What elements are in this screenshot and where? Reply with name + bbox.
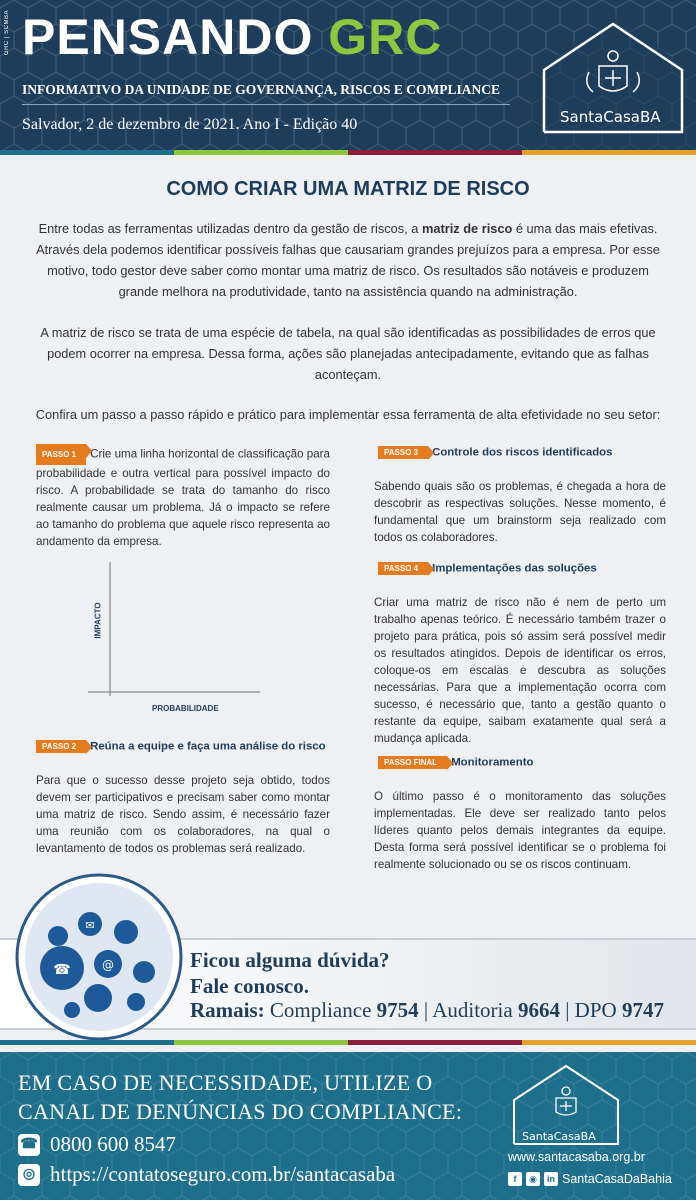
step-2-badge: PASSO 2 <box>36 740 86 753</box>
step-4-title: Implementações das soluções <box>432 562 597 575</box>
definition-paragraph: A matriz de risco se trata de uma espécie de tabela, na qual são identificadas as possibilidades de erros que podem ocorrer na empresa. Dessa forma, ações são planejadas antecipadamente, evitando que as falhas aconteçam. <box>40 325 656 382</box>
step-final-text: O último passo é o monitoramento das soluções implementadas. Ele deve ser realizado tanto pelos líderes quanto pelos demais integrantes da equipe. Desta forma será possível identificar se o problema foi realmente solucionado ou se os riscos continuam. <box>374 790 666 871</box>
side-tag: GRC | SCMBA <box>4 10 10 56</box>
step-1-text: Crie uma linha horizontal de classificação para probabilidade e outra vertical para possível impacto do risco. A probabilidade se trata do tamanho do risco realmente causar um problema. Já o impacto se refere ao tamanho do problema que aquele risco representa ao andamento da empresa. <box>36 447 330 548</box>
chart-x-label: PROBABILIDADE <box>152 704 219 713</box>
steps-intro: Confira um passo a passo rápido e prático para implementar essa ferramenta de alta efetividade no seu setor: <box>35 407 661 422</box>
color-stripe <box>348 150 522 155</box>
step-final-heading <box>378 756 533 769</box>
whistleblower-heading-line1: EM CASO DE NECESSIDADE, UTILIZE O <box>18 1070 433 1095</box>
separator: | <box>565 998 570 1022</box>
compliance-label: Compliance <box>269 998 372 1022</box>
intro-paragraph <box>30 218 666 302</box>
color-stripe <box>0 150 174 155</box>
phone-icon <box>114 920 138 944</box>
communication-icons-illustration <box>14 872 184 1042</box>
contact-cta: Fale conosco. <box>190 974 309 998</box>
separator: | <box>423 998 429 1022</box>
chart-y-label: IMPACTO <box>93 602 103 639</box>
step-final-title: Monitoramento <box>451 756 534 769</box>
intro-bold: matriz de risco <box>421 221 513 236</box>
step-2-title: Reúna a equipe e faça uma análise do risco <box>90 740 326 753</box>
facebook-icon[interactable]: f <box>508 1172 522 1186</box>
color-stripe <box>174 150 348 155</box>
svg-text:@: @ <box>102 958 114 972</box>
website-link[interactable]: www.santacasaba.org.br <box>508 1150 645 1164</box>
step-3-text: Sabendo quais são os problemas, é chegada a hora de descobrir as respectivas soluções. Nesse momento, é fundamental que um brainstorm seja realizado com todos os colaboradores. <box>374 480 666 544</box>
step-final-badge: PASSO FINAL <box>378 756 447 769</box>
mobile-icon <box>127 993 145 1011</box>
contact-question: Ficou alguma dúvida? <box>190 948 390 972</box>
dpo-label: DPO <box>574 998 617 1022</box>
svg-text:☎: ☎ <box>53 962 71 978</box>
step-1 <box>36 444 330 550</box>
title-main: PENSANDO <box>22 9 314 65</box>
masthead <box>0 0 696 150</box>
newsletter-subtitle: INFORMATIVO DA UNIDADE DE GOVERNANÇA, RISCOS E COMPLIANCE <box>22 82 501 97</box>
chat-icon <box>48 926 68 946</box>
step-2-text: Para que o sucesso desse projeto seja obtido, todos devem ser participativos e precisam saber como montar uma matriz de risco. Sendo assim, é necessário fazer uma reunião com os colaboradores, na qual o levantamento de todos os problemas será realizado. <box>36 774 330 855</box>
contact-extensions <box>190 998 664 1023</box>
hotline-url[interactable]: https://contatoseguro.com.br/santacasaba <box>50 1162 396 1186</box>
bubble-icon <box>64 1002 80 1018</box>
auditoria-number: 9664 <box>517 998 560 1022</box>
step-4-heading <box>378 562 597 575</box>
edition-date: Salvador, 2 de dezembro de 2021. Ano I - Edição 40 <box>22 116 358 133</box>
telephone-icon: ☎ <box>18 1134 40 1156</box>
step-2-heading <box>36 740 326 753</box>
whistleblower-heading-line2: CANAL DE DENÚNCIAS DO COMPLIANCE: <box>18 1099 463 1124</box>
color-stripe <box>174 1040 348 1045</box>
laptop-icon <box>84 984 112 1012</box>
newsletter-title <box>22 9 443 65</box>
svg-text:✉: ✉ <box>85 919 95 932</box>
step-3-heading <box>378 446 612 459</box>
headset-icon <box>133 961 155 983</box>
compliance-number: 9754 <box>376 998 419 1022</box>
hotline-number[interactable]: 0800 600 8547 <box>50 1132 176 1156</box>
logo-wordmark: SantaCasaBA <box>560 108 661 126</box>
color-stripe <box>348 1040 522 1045</box>
social-row <box>508 1172 672 1186</box>
step-3-title: Controle dos riscos identificados <box>432 446 613 459</box>
whistleblower-heading <box>18 1068 462 1126</box>
step-4-badge: PASSO 4 <box>378 562 428 575</box>
santacasa-logo <box>530 0 696 150</box>
footer <box>0 1052 696 1200</box>
dpo-number: 9747 <box>621 998 664 1022</box>
color-stripe <box>522 150 696 155</box>
step-1-badge: PASSO 1 <box>36 444 86 465</box>
instagram-icon[interactable]: ◉ <box>526 1172 540 1186</box>
step-4-text: Criar uma matriz de risco não é nem de perto um trabalho apenas teórico. É necessário também trazer o projeto para prática, pois só assim será possível medir os resultados atingidos. Depois de identificar os erros, coloque-os em escalas e descubra as soluções necessárias. Para que a implementação ocorra com sucesso, é necessário que, tanto a gestão quanto o restante da equipe, saibam exatamente qual será a mudança aplicada. <box>374 596 666 745</box>
header-divider <box>22 104 510 105</box>
ramais-label: Ramais: <box>190 998 265 1022</box>
article <box>0 156 696 876</box>
color-stripe <box>522 1040 696 1045</box>
web-icon: ◎ <box>18 1164 40 1186</box>
article-title: COMO CRIAR UMA MATRIZ DE RISCO <box>166 178 530 200</box>
linkedin-icon[interactable]: in <box>544 1172 558 1186</box>
social-handle[interactable]: SantaCasaDaBahia <box>562 1172 672 1186</box>
footer-logo-wordmark: SantaCasaBA <box>522 1130 596 1143</box>
intro-text-a: Entre todas as ferramentas utilizadas dentro da gestão de riscos, a <box>38 221 422 236</box>
auditoria-label: Auditoria <box>432 998 513 1022</box>
risk-matrix-axes <box>88 562 268 702</box>
color-stripe <box>0 1040 174 1045</box>
intro-text-b: é uma das mais efetivas. Através dela podemos identificar possíveis falhas que causariam grandes prejuízos para a empresa. Por esse motivo, todo gestor deve saber como montar uma matriz de risco. Os resultados são notáveis e produzem grande melhora na produtividade, tanto na assistência quando na administração. <box>36 221 660 299</box>
url-row <box>18 1162 395 1187</box>
title-accent: GRC <box>328 9 443 65</box>
phone-row <box>18 1132 176 1157</box>
step-3-badge: PASSO 3 <box>378 446 428 459</box>
